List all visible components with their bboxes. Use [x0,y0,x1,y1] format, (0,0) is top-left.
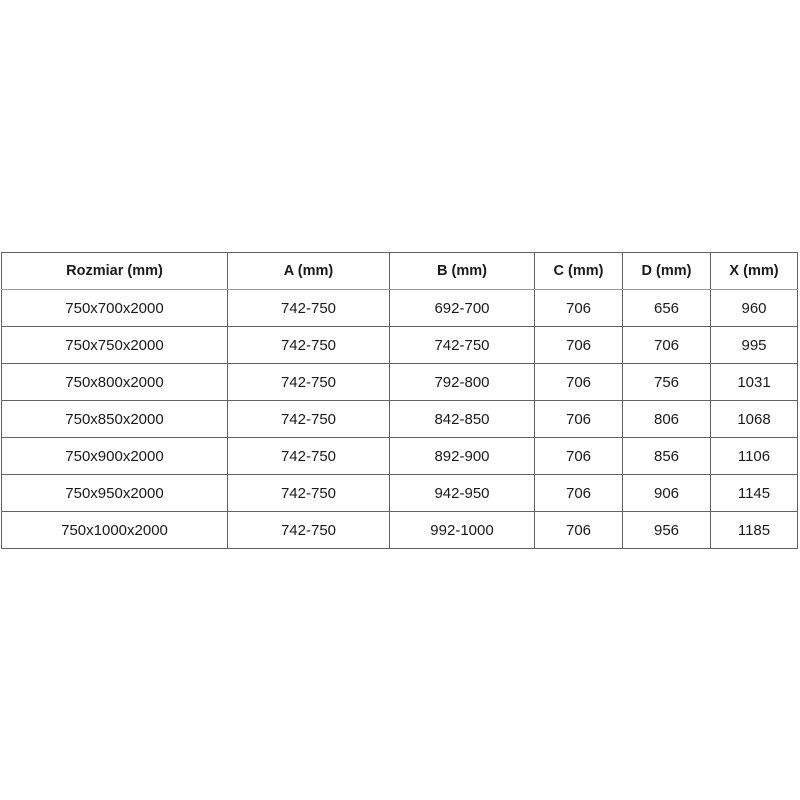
table-cell-d: 956 [623,512,711,549]
table-cell-d: 756 [623,364,711,401]
table-cell-a: 742-750 [228,438,390,475]
table-cell-a: 742-750 [228,290,390,327]
table-cell-a: 742-750 [228,512,390,549]
table-row [2,290,798,327]
table-cell-rozmiar: 750x850x2000 [2,401,228,438]
header-cell-d: D (mm) [623,253,711,290]
table-cell-c: 706 [535,364,623,401]
header-cell-b: B (mm) [390,253,535,290]
header-cell-rozmiar: Rozmiar (mm) [2,253,228,290]
table-cell-x: 1185 [711,512,798,549]
table-cell-d: 706 [623,327,711,364]
table-row [2,512,798,549]
table-cell-a: 742-750 [228,327,390,364]
table-row [2,364,798,401]
table-cell-d: 906 [623,475,711,512]
table-cell-x: 1145 [711,475,798,512]
header-cell-a: A (mm) [228,253,390,290]
header-cell-c: C (mm) [535,253,623,290]
table-cell-b: 742-750 [390,327,535,364]
table-cell-rozmiar: 750x700x2000 [2,290,228,327]
table-cell-c: 706 [535,512,623,549]
dimensions-table [1,252,798,549]
table-cell-d: 656 [623,290,711,327]
table-row [2,438,798,475]
table-cell-c: 706 [535,327,623,364]
header-row [2,253,798,290]
table-cell-a: 742-750 [228,401,390,438]
table-cell-x: 960 [711,290,798,327]
table-cell-x: 1031 [711,364,798,401]
table-cell-x: 995 [711,327,798,364]
table-cell-a: 742-750 [228,475,390,512]
dimensions-table-container [1,252,797,549]
table-cell-rozmiar: 750x900x2000 [2,438,228,475]
table-cell-d: 856 [623,438,711,475]
table-row [2,327,798,364]
table-cell-rozmiar: 750x1000x2000 [2,512,228,549]
table-cell-rozmiar: 750x800x2000 [2,364,228,401]
table-cell-c: 706 [535,438,623,475]
table-cell-b: 842-850 [390,401,535,438]
header-cell-x: X (mm) [711,253,798,290]
table-cell-b: 892-900 [390,438,535,475]
table-cell-d: 806 [623,401,711,438]
table-row [2,475,798,512]
table-cell-x: 1106 [711,438,798,475]
table-cell-b: 942-950 [390,475,535,512]
table-cell-rozmiar: 750x750x2000 [2,327,228,364]
table-cell-b: 992-1000 [390,512,535,549]
table-cell-x: 1068 [711,401,798,438]
table-row [2,401,798,438]
table-cell-c: 706 [535,401,623,438]
table-cell-c: 706 [535,475,623,512]
table-cell-b: 692-700 [390,290,535,327]
table-cell-b: 792-800 [390,364,535,401]
table-cell-a: 742-750 [228,364,390,401]
table-cell-rozmiar: 750x950x2000 [2,475,228,512]
table-cell-c: 706 [535,290,623,327]
